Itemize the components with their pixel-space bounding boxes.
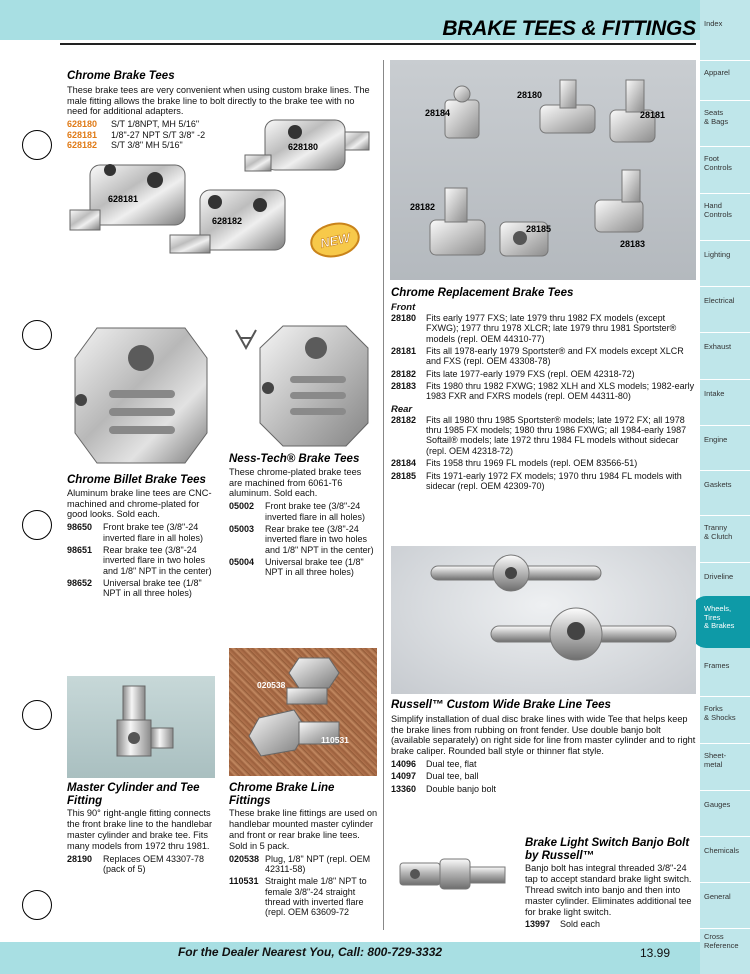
tab-hand-controls[interactable] xyxy=(700,193,750,219)
part-description: Replaces OEM 43307-78 (pack of 5) xyxy=(103,853,205,875)
tab-electrical[interactable] xyxy=(700,286,750,306)
part-number: 28184 xyxy=(391,458,417,469)
part-row xyxy=(391,381,696,402)
ness-tech-photo xyxy=(228,318,378,453)
part-row xyxy=(67,545,217,576)
part-row xyxy=(391,415,696,456)
tab-label: Electrical xyxy=(704,296,735,305)
part-description: Sold each xyxy=(560,918,601,929)
billet-section xyxy=(67,474,217,599)
section-sidebar xyxy=(700,0,750,974)
tee-28182 xyxy=(430,188,485,255)
tab-foot-controls[interactable] xyxy=(700,146,750,172)
tab-label: Wheels, Tires & Brakes xyxy=(704,604,735,631)
tab-seats-bags[interactable] xyxy=(700,100,750,126)
master-cylinder-fitting-photo xyxy=(67,676,215,778)
part-number: 28180 xyxy=(391,312,417,323)
part-description: Dual tee, ball xyxy=(426,771,479,782)
photo-label: 628182 xyxy=(212,216,243,226)
part-description: Dual tee, flat xyxy=(426,759,477,770)
part-number: 28181 xyxy=(391,345,417,356)
tab-forks-shocks[interactable] xyxy=(700,696,750,722)
dual-tee-flat xyxy=(431,555,601,591)
new-badge-text: NEW xyxy=(318,229,352,251)
straight-fitting xyxy=(249,710,339,756)
section-description: Aluminum brake line tees are CNC-machined and chrome-plated for good looks. Sold each. xyxy=(67,487,212,520)
part-description: Fits all 1978-early 1979 Sportster® and FX models except XLCR and FXS (repl. OEM 43308-78) xyxy=(426,345,684,367)
line-fittings-section xyxy=(229,782,379,918)
replacement-tees-photo xyxy=(390,60,696,280)
binder-hole xyxy=(22,890,52,920)
part-description: Fits 1958 thru 1969 FL models (repl. OEM 83566-51) xyxy=(426,458,638,469)
page-number: 13.99 xyxy=(640,946,671,960)
part-row xyxy=(391,369,696,379)
section-title: Brake Light Switch Banjo Bolt by Russell™ xyxy=(525,837,690,862)
section-description: Simplify installation of dual disc brake lines with wide Tee that helps keep the brake lines from rubbing on front fender. Use double banjo bolt (available separately) on right side for line from master cylinder and to right brake caliper. Rounded ball style or thinner flat style. xyxy=(391,713,696,757)
rear-subheading: Rear xyxy=(391,403,413,415)
tee-28180 xyxy=(540,80,595,133)
section-description: This 90° right-angle fitting connects the front brake line to the handlebar master cylinder and brake tee. Fits many models from 1972 thru 1981. xyxy=(67,808,213,851)
part-description: Fits early 1977 FXS; late 1979 thru 1982 FX models (except FXWG); 1977 thru 1978 XLCR; late 1979 thru 1981 Sportster® models (repl. OEM 44310-77) xyxy=(426,312,677,344)
binder-hole xyxy=(22,130,52,160)
part-number: 14097 xyxy=(391,771,417,782)
tab-chemicals[interactable] xyxy=(700,836,750,856)
part-number: 13360 xyxy=(391,783,417,794)
tab-label: Hand Controls xyxy=(704,201,732,219)
photo-label: 628180 xyxy=(288,142,319,152)
part-row xyxy=(229,501,377,522)
tab-label: Frames xyxy=(704,661,730,670)
tab-exhaust[interactable] xyxy=(700,332,750,352)
tab-intake[interactable] xyxy=(700,379,750,399)
binder-hole xyxy=(22,510,52,540)
tab-label: Sheet- metal xyxy=(704,751,727,769)
russell-section xyxy=(391,699,696,794)
tab-label: Intake xyxy=(704,389,725,398)
photo-label: 28184 xyxy=(425,108,451,118)
part-number: 28185 xyxy=(391,470,417,481)
part-number: 628181 xyxy=(67,129,98,140)
part-description: Rear brake tee (3/8"-24 inverted flare in two holes and 1/8" NPT in the center) xyxy=(265,523,374,555)
title-rule xyxy=(60,43,696,45)
part-row xyxy=(229,876,379,917)
part-row xyxy=(229,557,377,578)
section-title: Chrome Brake Tees xyxy=(67,70,175,82)
part-row xyxy=(391,313,696,344)
tab-gaskets[interactable] xyxy=(700,470,750,490)
tab-label: Tranny & Clutch xyxy=(704,523,733,541)
tab-label: Seats & Bags xyxy=(704,108,729,126)
dealer-footer: For the Dealer Nearest You, Call: 800-729-3332 xyxy=(177,945,443,959)
russell-tee-photo xyxy=(391,546,696,694)
photo-label: 28182 xyxy=(410,202,436,212)
section-title: Chrome Billet Brake Tees xyxy=(67,474,206,486)
plug-fitting xyxy=(287,658,339,704)
tab-label: Gauges xyxy=(704,800,731,809)
section-title: Ness-Tech® Brake Tees xyxy=(229,453,360,465)
part-row xyxy=(229,854,379,875)
photo-label: 020538 xyxy=(257,680,286,690)
tab-general[interactable] xyxy=(700,882,750,902)
tab-label: Cross Reference xyxy=(704,932,739,950)
section-title: Master Cylinder and Tee Fitting xyxy=(67,782,200,807)
tab-label: Lighting xyxy=(704,250,731,259)
tab-apparel[interactable] xyxy=(700,60,750,78)
tab-label: Index xyxy=(704,19,723,28)
banjo-bolt-section xyxy=(525,837,696,929)
part-number: 628180 xyxy=(67,119,98,130)
tab-gauges[interactable] xyxy=(700,790,750,810)
part-row xyxy=(525,919,696,929)
ness-tech-logo-icon xyxy=(236,330,256,348)
replacement-tees-section xyxy=(391,287,696,491)
part-number: 98651 xyxy=(67,544,93,555)
dual-tee-ball xyxy=(491,608,676,660)
part-description: Double banjo bolt xyxy=(426,783,497,794)
photo-label: 28185 xyxy=(526,224,552,234)
tab-lighting[interactable] xyxy=(700,240,750,260)
part-number: 14096 xyxy=(391,759,417,770)
page-title: BRAKE TEES & FITTINGS xyxy=(442,17,696,40)
part-description: Front brake tee (3/8"-24 inverted flare in all holes) xyxy=(265,501,366,522)
part-row xyxy=(229,524,377,555)
part-number: 98650 xyxy=(67,522,93,533)
part-row xyxy=(391,784,696,794)
tab-cross-reference[interactable] xyxy=(700,928,750,950)
part-number: 05002 xyxy=(229,501,255,512)
part-description: Fits 1980 thru 1982 FXWG; 1982 XLH and XLS models; 1982-early 1983 FXR and FXRS models (repl. OEM 44311-80) xyxy=(426,380,695,402)
part-description: Straight male 1/8" NPT to female 3/8"-24 straight thread with inverted flare (repl. OEM 63609-72 xyxy=(265,876,367,918)
binder-hole xyxy=(22,700,52,730)
part-description: Universal brake tee (1/8" NPT in all three holes) xyxy=(103,577,202,599)
photo-label: 110531 xyxy=(321,735,349,745)
photo-label: 28183 xyxy=(620,239,646,249)
column-divider xyxy=(383,60,384,930)
billet-tee-photo xyxy=(67,318,215,470)
part-description: Rear brake tee (3/8"-24 inverted flare in two holes and 1/8" NPT in the center) xyxy=(103,544,212,576)
chrome-brake-tees-photo xyxy=(60,110,380,310)
banjo-bolt-photo xyxy=(395,835,520,915)
ness-tech-section xyxy=(229,453,377,578)
section-title: Chrome Brake Line Fittings xyxy=(229,782,335,807)
tee-28184 xyxy=(445,86,479,138)
part-description: S/T 1/8NPT, MH 5/16" xyxy=(111,119,200,130)
tab-engine[interactable] xyxy=(700,425,750,445)
tab-label: Exhaust xyxy=(704,342,732,351)
part-description: Front brake tee (3/8"-24 inverted flare in all holes) xyxy=(103,522,204,543)
part-row xyxy=(391,759,696,769)
part-number: 020538 xyxy=(229,853,260,864)
part-number: 05004 xyxy=(229,556,255,567)
part-description: 1/8"-27 NPT S/T 3/8" -2 xyxy=(111,129,206,140)
binder-hole xyxy=(22,320,52,350)
tab-label: Foot Controls xyxy=(704,154,732,172)
section-description: These brake tees are very convenient when using custom brake lines. The male fitting allows the brake line to bolt directly to the brake tee with no need for additional adapters. xyxy=(67,84,370,117)
tab-frames[interactable] xyxy=(700,654,750,671)
section-description: These brake line fittings are used on handlebar mounted master cylinder and front or rear brake line tees. Sold in 5 pack. xyxy=(229,808,378,851)
photo-label: 28181 xyxy=(640,110,666,120)
tab-wheels-tires-brakes[interactable] xyxy=(692,596,750,648)
part-number: 28183 xyxy=(391,380,417,391)
brake-line-fittings-photo xyxy=(229,648,377,776)
part-description: Fits all 1980 thru 1985 Sportster® models; late 1972 FX; all 1978 thru 1985 FX models; 1980 thru 1986 FXWG; all 1984-early 1987 Softail® models; late 1972 thru 1984 FL models without sidecar (repl. OEM 42318-72) xyxy=(426,414,687,456)
tee-28183 xyxy=(595,170,643,232)
tab-label: Apparel xyxy=(704,68,730,77)
photo-label: 628181 xyxy=(108,194,139,204)
part-number: 05003 xyxy=(229,523,255,534)
tab-driveline[interactable] xyxy=(700,562,750,582)
tab-index[interactable] xyxy=(700,20,750,29)
part-number: 98652 xyxy=(67,577,93,588)
tab-label: Engine xyxy=(704,435,728,444)
part-description: Fits late 1977-early 1979 FXS (repl. OEM 42318-72) xyxy=(426,368,635,379)
photo-label: 28180 xyxy=(517,90,543,100)
front-subheading: Front xyxy=(391,301,416,313)
part-description: Fits 1971-early 1972 FX models; 1970 thru 1984 FL models with sidecar (repl. OEM 42309-70) xyxy=(426,470,682,491)
tab-label: Gaskets xyxy=(704,480,732,489)
tab-label: Chemicals xyxy=(704,846,740,855)
part-number: 110531 xyxy=(229,876,259,887)
tab-label: Forks & Shocks xyxy=(704,704,736,722)
part-description: Universal brake tee (1/8" NPT in all three holes) xyxy=(265,556,364,578)
tab-tranny-clutch[interactable] xyxy=(700,515,750,541)
part-row xyxy=(67,578,217,599)
part-number: 28182 xyxy=(391,368,417,379)
part-number: 28190 xyxy=(67,853,93,864)
part-number: 628182 xyxy=(67,139,98,150)
part-number: 28182 xyxy=(391,414,417,425)
section-description: These chrome-plated brake tees are machined from 6061-T6 aluminum. Sold each. xyxy=(229,466,362,499)
part-row xyxy=(391,346,696,367)
part-row xyxy=(391,458,696,468)
tab-label: General xyxy=(704,892,731,901)
part-row xyxy=(67,522,217,543)
section-title: Russell™ Custom Wide Brake Line Tees xyxy=(391,699,611,711)
part-row xyxy=(391,471,696,492)
section-description: Banjo bolt has integral threaded 3/8"-24 tap to accept standard brake light switch. Thread switch into banjo and then into master cylinder. Eliminates additional tee for brake light switch. xyxy=(525,863,692,917)
tab-label: Driveline xyxy=(704,572,734,581)
part-number: 13997 xyxy=(525,918,551,929)
section-title: Chrome Replacement Brake Tees xyxy=(391,287,574,299)
part-description: S/T 3/8" MH 5/16" xyxy=(111,139,183,150)
tab-sheetmetal[interactable] xyxy=(700,743,750,769)
part-row xyxy=(67,854,217,875)
new-badge xyxy=(308,219,362,260)
master-cylinder-section xyxy=(67,782,217,874)
part-row xyxy=(391,771,696,781)
part-description: Plug, 1/8" NPT (repl. OEM 42311-58) xyxy=(265,853,371,875)
